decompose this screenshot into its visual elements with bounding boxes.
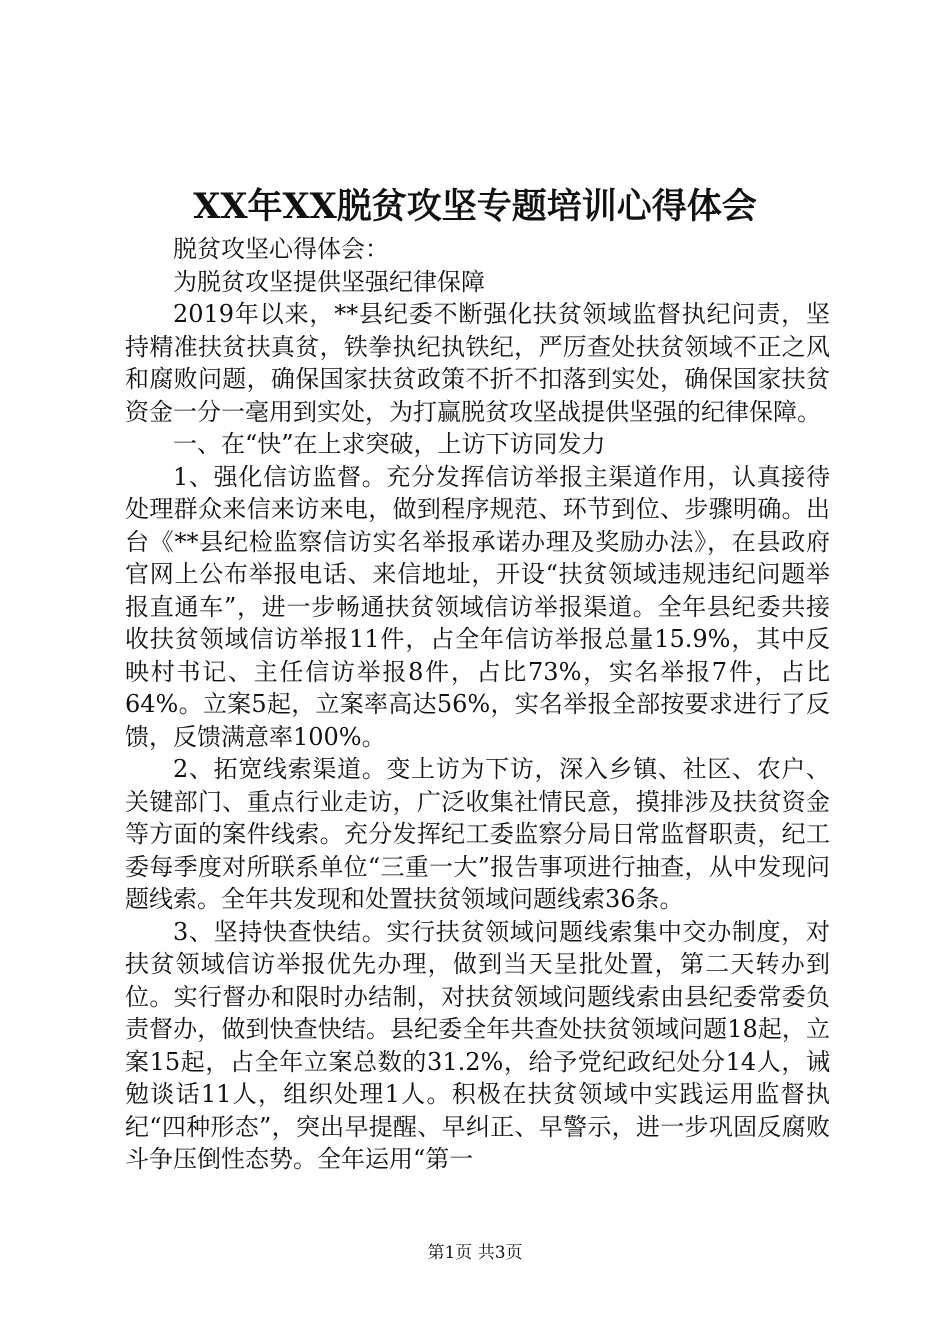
paragraph-subtitle: 为脱贫攻坚提供坚强纪律保障	[173, 267, 485, 296]
paragraph-item-3: 3、坚持快查快结。实行扶贫领域问题线索集中交办制度，对扶贫领域信访举报优先办理，做到当天呈批处置，第二天转办到位。实行督办和限时办结制，对扶贫领域问题线索由县纪委常委负责督办，做到快查快结。县纪委全年共查处扶贫领域问题18起，立案15起，占全年立案总数的31.2%，给予党纪政纪处分14人，诫勉谈话11人，组织处理1人。积极在扶贫领域中实践运用监督执纪“四种形态”，突出早提醒、早纠正、早警示，进一步巩固反腐败斗争压倒性态势。全年运用“第一	[125, 917, 830, 1173]
document-body	[125, 233, 830, 1176]
paragraph-item-2: 2、拓宽线索渠道。变上访为下访，深入乡镇、社区、农户、关键部门、重点行业走访，广泛收集社情民意，摸排涉及扶贫资金等方面的案件线索。充分发挥纪工委监察分局日常监督职责，纪工委每季度对所联系单位“三重一大”报告事项进行抽查，从中发现问题线索。全年共发现和处置扶贫领域问题线索36条。	[125, 755, 830, 913]
paragraph-heading-label: 脱贫攻坚心得体会：	[173, 235, 389, 263]
paragraph-item-1: 1、强化信访监督。充分发挥信访举报主渠道作用，认真接待处理群众来信来访来电，做到程序规范、环节到位、步骤明确。出台《**县纪检监察信访实名举报承诺办理及奖励办法》，在县政府官网上公布举报电话、来信地址，开设“扶贫领域违规违纪问题举报直通车”，进一步畅通扶贫领域信访举报渠道。全年县纪委共接收扶贫领域信访举报11件，占全年信访举报总量15.9%，其中反映村书记、主任信访举报8件，占比73%，实名举报7件，占比64%。立案5起，立案率高达56%，实名举报全部按要求进行了反馈，反馈满意率100%。	[125, 462, 830, 751]
paragraph-intro: 2019年以来，**县纪委不断强化扶贫领域监督执纪问责，坚持精准扶贫扶真贫，铁拳执纪执铁纪，严厉查处扶贫领域不正之风和腐败问题，确保国家扶贫政策不折不扣落到实处，确保国家扶贫资金一分一毫用到实处，为打赢脱贫攻坚战提供坚强的纪律保障。	[125, 300, 830, 426]
page-footer: 第1页 共3页	[427, 1243, 523, 1263]
section-heading-1: 一、在“快”在上求突破，上访下访同发力	[173, 430, 606, 458]
document-title: XX年XX脱贫攻坚专题培训心得体会	[193, 186, 757, 227]
